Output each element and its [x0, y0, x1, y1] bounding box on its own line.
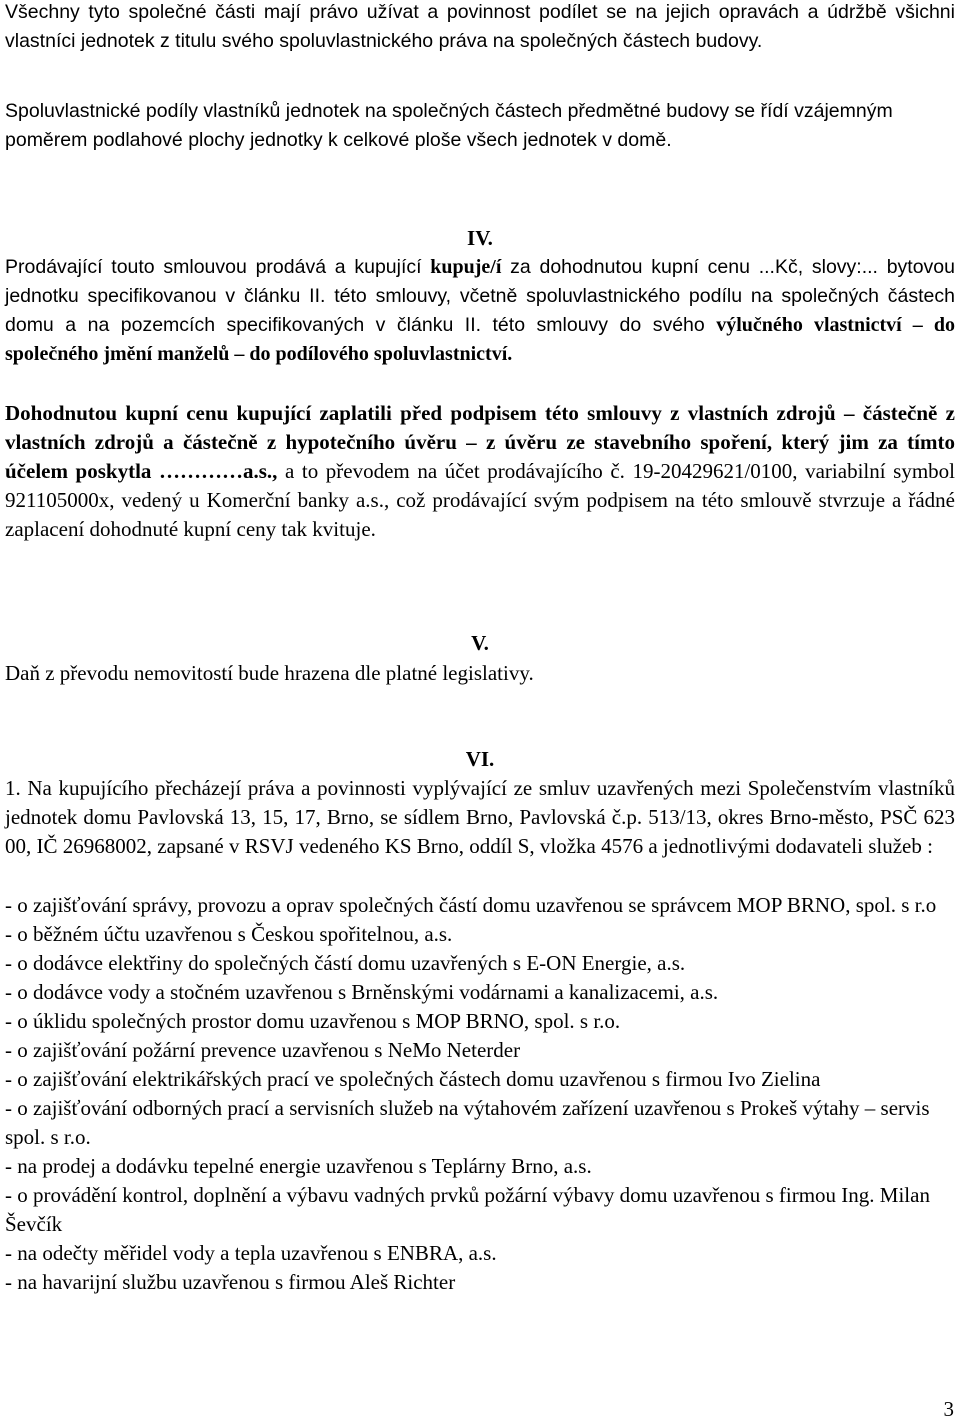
- list-item: - o zajišťování požární prevence uzavřenou s NeMo Neterder: [5, 1038, 521, 1062]
- section-iv-p1-part-a: Prodávající touto smlouvou prodává a kupující: [5, 256, 431, 278]
- section-iv-p2-part-b: a to převodem na účet prodávajícího č. 19-20429621/0100, variabilní symbol 921105000x, vedený u Komerční banky a.s., což prodávající svým podpisem na této smlouvě stvrzuje a řádné zaplacení dohodnuté kupní ceny tak kvituje.: [5, 459, 956, 541]
- list-item: - o dodávce vody a stočném uzavřenou s Brněnskými vodárnami a kanalizacemi, a.s.: [5, 980, 719, 1004]
- contracts-list: [5, 891, 955, 1297]
- section-vi-heading: VI.: [465, 747, 495, 771]
- section-iv-heading: IV.: [467, 226, 493, 250]
- intro-paragraph-2: Spoluvlastnické podíly vlastníků jednotek na společných částech předmětné budovy se řídí vzájemným poměrem podlahové plochy jednotky k celkové ploše všech jednotek v domě.: [5, 100, 893, 151]
- section-iv-paragraph-1: [5, 253, 955, 369]
- section-v-heading: V.: [471, 631, 489, 655]
- list-item: - o provádění kontrol, doplnění a výbavu vadných prvků požární výbavy domu uzavřenou s firmou Ing. Milan Ševčík: [5, 1183, 930, 1236]
- list-item: - o zajišťování odborných prací a servisních služeb na výtahovém zařízení uzavřenou s Prokeš výtahy – servis spol. s r.o.: [5, 1096, 930, 1149]
- list-item: - o úklidu společných prostor domu uzavřenou s MOP BRNO, spol. s r.o.: [5, 1009, 621, 1033]
- list-item: - o dodávce elektřiny do společných částí domu uzavřených s E-ON Energie, a.s.: [5, 951, 686, 975]
- list-item: - o zajišťování elektrikářských prací ve společných částech domu uzavřenou s firmou Ivo Zielina: [5, 1067, 821, 1091]
- section-iv-p1-part-b: kupuje/í: [430, 256, 502, 278]
- list-item: - o běžném účtu uzavřenou s Českou spořitelnou, a.s.: [5, 922, 453, 946]
- list-item: - na havarijní službu uzavřenou s firmou Aleš Richter: [5, 1270, 456, 1294]
- section-iv-paragraph-2: [5, 399, 955, 544]
- list-item: - na odečty měřidel vody a tepla uzavřenou s ENBRA, a.s.: [5, 1241, 497, 1265]
- page-number: 3: [943, 1397, 954, 1421]
- list-item: - o zajišťování správy, provozu a oprav společných částí domu uzavřenou se správcem MOP BRNO, spol. s r.o: [5, 893, 937, 917]
- section-iv-p1-part-d: výlučného vlastnictví – do společného jmění manželů – do podílového spoluvlastnictví.: [5, 314, 955, 365]
- section-iv-p1-part-c: za dohodnutou kupní cenu ...Kč, slovy:... bytovou jednotku specifikovanou v článku II. této smlouvy, včetně spoluvlastnického podílu na společných částech domu a na pozemcích specifikovaných v článku II. této smlouvy do svého: [5, 256, 955, 336]
- list-item: - na prodej a dodávku tepelné energie uzavřenou s Teplárny Brno, a.s.: [5, 1154, 592, 1178]
- intro-paragraph-1: Všechny tyto společné části mají právo užívat a povinnost podílet se na jejich opravách a údržbě všichni vlastníci jednotek z titulu svého spoluvlastnického práva na společných částech budovy.: [5, 1, 955, 52]
- section-v-text: Daň z převodu nemovitostí bude hrazena dle platné legislativy.: [5, 661, 534, 685]
- section-iv-p2-part-a: Dohodnutou kupní cenu kupující zaplatili před podpisem této smlouvy z vlastních zdrojů – částečně z vlastních zdrojů a částečně z hypotečního úvěru – z úvěru ze stavebního spoření, který jim za tímto účelem poskytla …………a.s.,: [5, 401, 955, 483]
- section-vi-intro: 1. Na kupujícího přecházejí práva a povinnosti vyplývající ze smluv uzavřených mezi Společenstvím vlastníků jednotek domu Pavlovská 13, 15, 17, Brno, se sídlem Brno, Pavlovská č.p. 513/13, okres Brno-město, PSČ 623 00, IČ 26968002, zapsané v RSVJ vedeného KS Brno, oddíl S, vložka 4576 a jednotlivými dodavateli služeb :: [5, 776, 955, 858]
